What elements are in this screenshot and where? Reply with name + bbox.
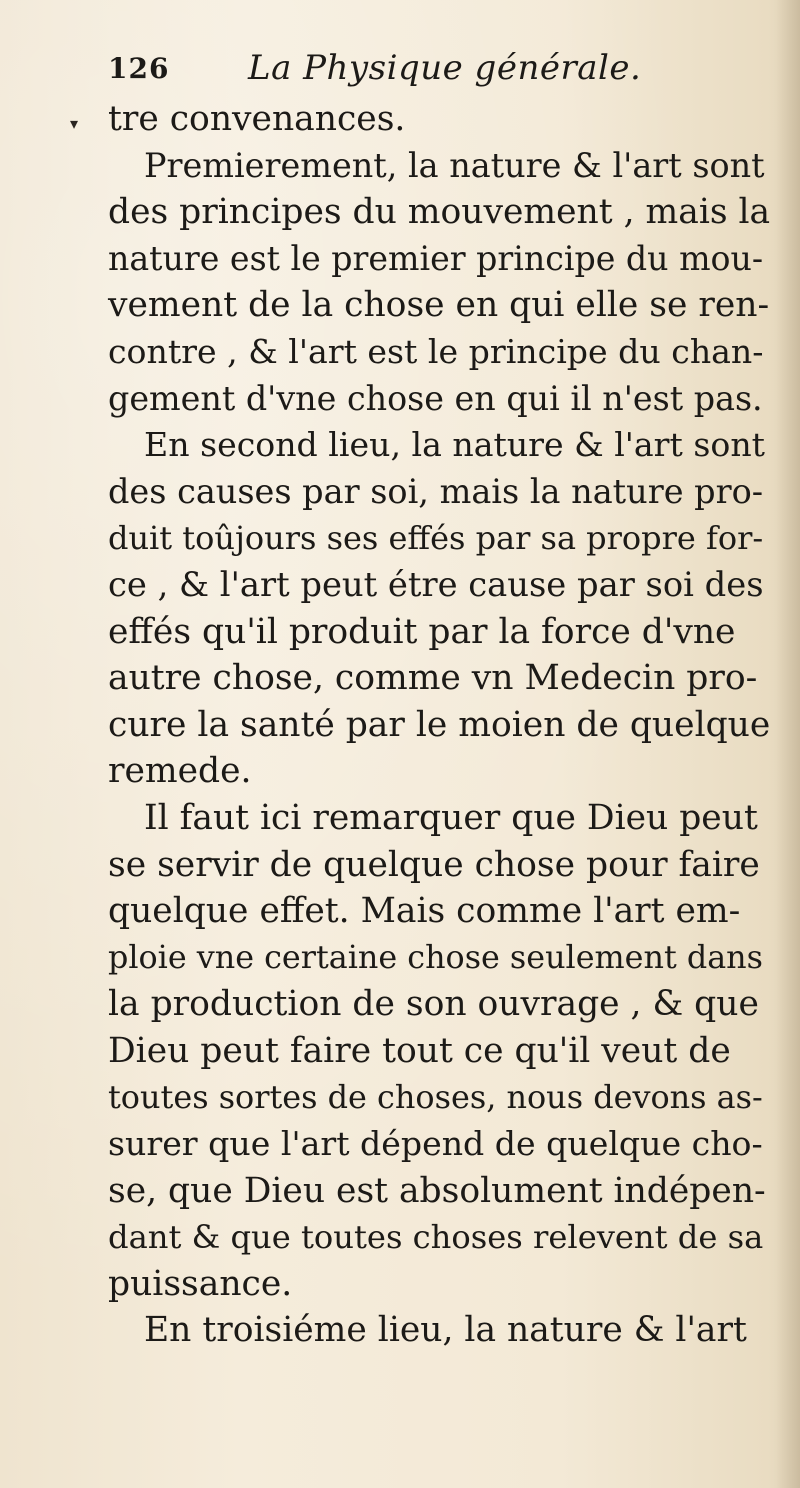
page-header	[108, 48, 668, 96]
paragraph-start-line: Premierement, la nature & l'art sont	[144, 145, 765, 185]
body-text	[108, 96, 770, 1354]
paragraph-start-line: En second lieu, la nature & l'art sont	[144, 425, 765, 465]
text-line: gement d'vne chose en qui il n'est pas.	[108, 378, 763, 418]
text-line: nature est le premier principe du mou-	[108, 238, 764, 278]
text-line: duit toûjours ses effés par sa propre for-	[108, 519, 764, 558]
text-line: tre convenances.	[108, 99, 406, 139]
text-line: surer que l'art dépend de quelque cho-	[108, 1124, 763, 1164]
page-number: 126	[108, 52, 170, 85]
text-line: Dieu peut faire tout ce qu'il veut de	[108, 1030, 731, 1071]
text-line: ce , & l'art peut étre cause par soi des	[108, 564, 764, 604]
text-line: dant & que toutes choses relevent de sa	[108, 1218, 764, 1257]
text-line: quelque effet. Mais comme l'art em-	[108, 891, 741, 932]
text-line: remede.	[108, 751, 252, 792]
text-line: cure la santé par le moien de quelque	[108, 704, 771, 745]
text-line: puissance.	[108, 1263, 293, 1304]
running-title: La Physique générale.	[248, 48, 642, 88]
text-line: effés qu'il produit par la force d'vne	[108, 611, 736, 652]
text-line: se servir de quelque chose pour faire	[108, 844, 760, 885]
text-line: des causes par soi, mais la nature pro-	[108, 471, 764, 511]
paragraph-start-line: Il faut ici remarquer que Dieu peut	[144, 797, 758, 838]
text-line: des principes du mouvement , mais la	[108, 192, 771, 233]
text-line: la production de son ouvrage , & que	[108, 984, 759, 1025]
text-line: contre , & l'art est le principe du chan-	[108, 331, 764, 371]
text-line: toutes sortes de choses, nous devons as-	[108, 1078, 763, 1117]
text-line: vement de la chose en qui elle se ren-	[108, 285, 770, 326]
text-line: ploie vne certaine chose seulement dans	[108, 938, 763, 976]
text-line: se, que Dieu est absolument indépen-	[108, 1170, 766, 1211]
paragraph-start-line: En troisiéme lieu, la nature & l'art	[144, 1310, 747, 1351]
page-gutter-shadow	[776, 0, 800, 1488]
text-line: autre chose, comme vn Medecin pro-	[108, 658, 758, 699]
margin-mark-icon: ▾	[70, 114, 79, 133]
